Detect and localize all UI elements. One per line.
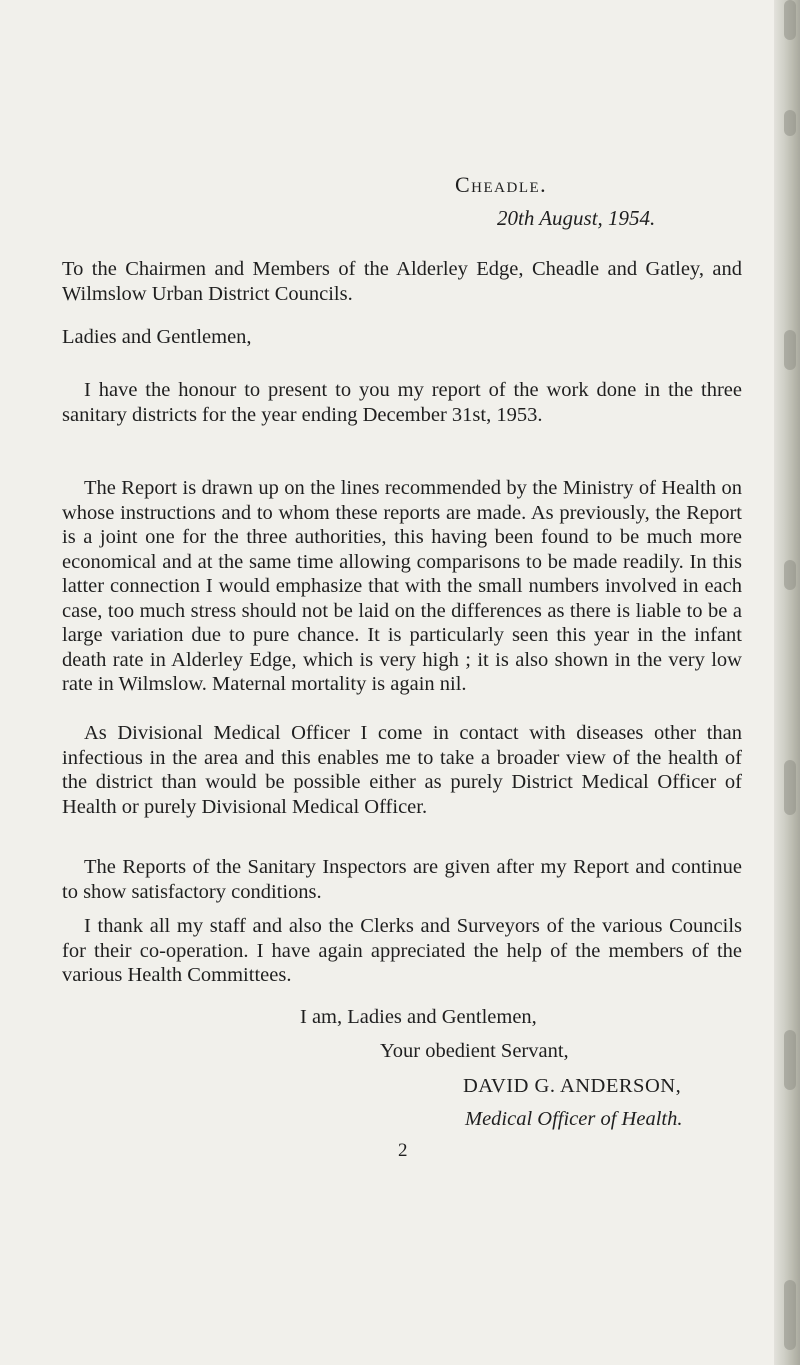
edge-stain [784,560,796,590]
edge-stain [784,330,796,370]
closing-line-2: Your obedient Servant, [380,1040,569,1062]
body-paragraph-3: As Divisional Medical Officer I come in contact with diseases other than infectious in the area and this enables me to take a broader view of the health of the district than would be possible either as purely District Medical Officer of Health or purely Divisional Medical Officer. [62,722,742,818]
addressee-paragraph: To the Chairmen and Members of the Alderley Edge, Cheadle and Gatley, and Wilmslow Urban District Councils. [62,258,742,305]
signature-name: DAVID G. ANDERSON, [463,1075,682,1097]
body-paragraph-2: The Report is drawn up on the lines recommended by the Ministry of Health on whose instructions and to whom these reports are made. As previously, the Report is a joint one for the three authorities, this having been found to be much more economical and at the same time allowing comparisons to be made readily. In this latter connection I would emphasize that with the small numbers involved in each case, too much stress should not be laid on the differences as there is liable to be a large variation due to pure chance. It is particularly seen this year in the infant death rate in Alderley Edge, which is very high ; it is also shown in the very low rate in Wilmslow. Maternal mortality is again nil. [62,477,742,695]
body-paragraph-4: The Reports of the Sanitary Inspectors are given after my Report and continue to show satisfactory conditions. [62,856,742,903]
signature-title: Medical Officer of Health. [465,1108,683,1130]
body-paragraph-1: I have the honour to present to you my report of the work done in the three sanitary districts for the year ending December 31st, 1953. [62,379,742,426]
page-edge-shadow [774,0,800,1365]
salutation: Ladies and Gentlemen, [62,326,252,348]
letter-date: 20th August, 1954. [497,206,656,230]
closing-line-1: I am, Ladies and Gentlemen, [300,1006,537,1028]
edge-stain [784,1280,796,1350]
edge-stain [784,760,796,815]
body-paragraph-5: I thank all my staff and also the Clerks and Surveyors of the various Councils for their co-operation. I have again appreciated the help of the members of the various Health Committees. [62,915,742,986]
edge-stain [784,1030,796,1090]
edge-stain [784,110,796,136]
edge-stain [784,0,796,40]
page-number: 2 [398,1140,408,1161]
place-heading: Cheadle. [455,172,548,197]
